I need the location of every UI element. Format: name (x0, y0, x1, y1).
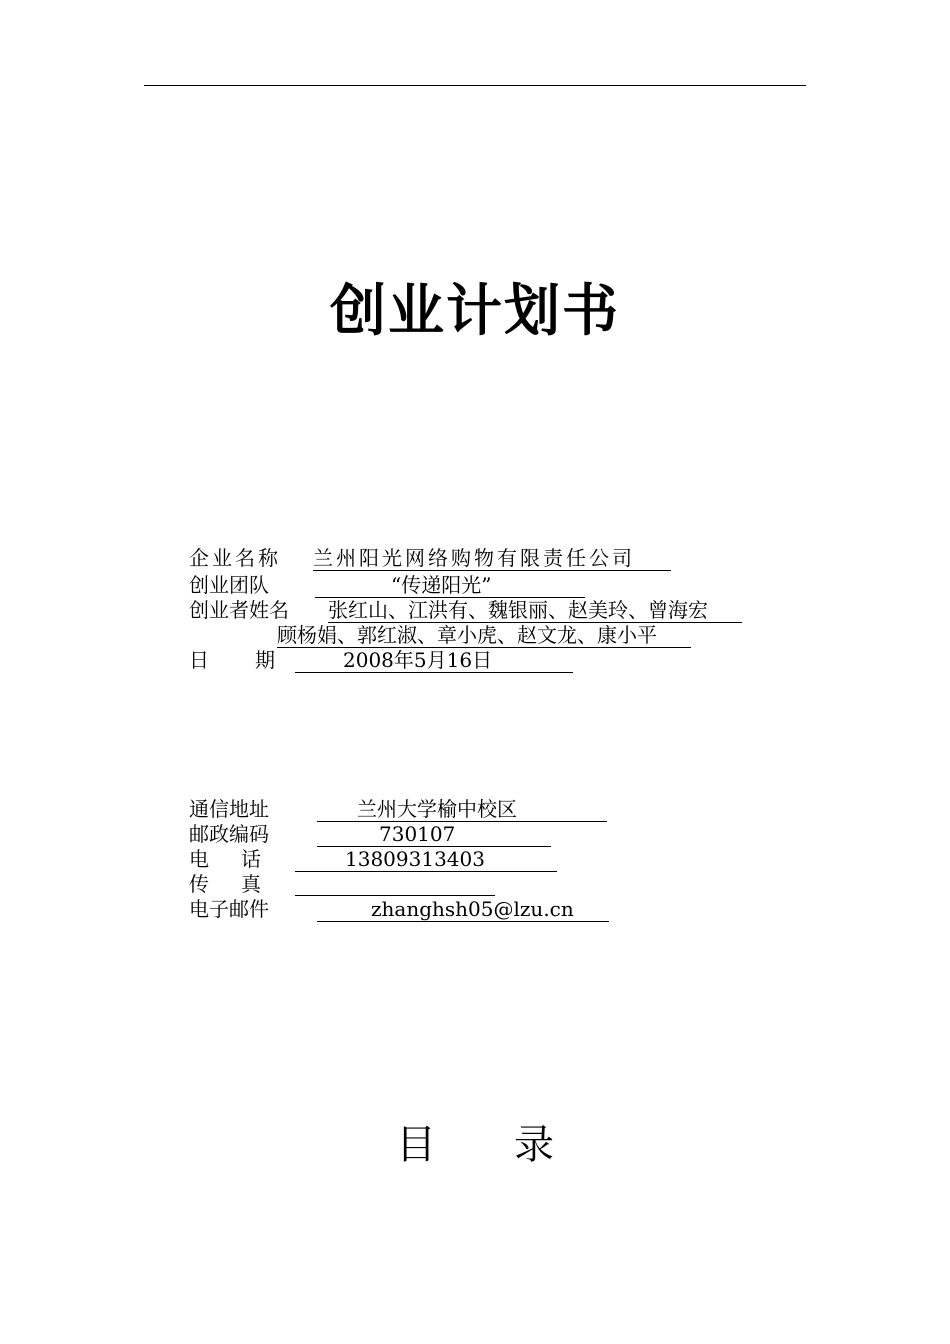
founders-line2: 顾杨娟、郭红淑、章小虎、赵文龙、康小平 (277, 623, 691, 648)
team-label: 创业团队 (189, 573, 269, 597)
founders-line1: 张红山、江洪有、魏银丽、赵美玲、曾海宏 (328, 598, 742, 623)
phone-value: 13809313403 (295, 847, 557, 872)
fax-value (295, 872, 495, 896)
date-label: 日 期 (189, 648, 277, 672)
header-rule (144, 85, 806, 86)
phone-label: 电 话 (189, 847, 267, 871)
toc-char-2: 录 (514, 1122, 554, 1168)
date-value: 2008年5月16日 (295, 648, 573, 673)
address-label: 通信地址 (189, 797, 269, 821)
date-row (189, 648, 749, 673)
postcode-row (189, 822, 749, 847)
toc-heading (0, 1118, 950, 1172)
company-label: 企业名称 (189, 546, 281, 570)
team-value: “传递阳光” (315, 573, 585, 598)
founders-row (189, 598, 749, 623)
fax-label: 传 真 (189, 872, 267, 896)
email-value: zhanghsh05@lzu.cn (317, 897, 609, 922)
toc-char-1: 目 (396, 1122, 436, 1168)
phone-row (189, 847, 749, 872)
email-row (189, 897, 749, 922)
document-title: 创业计划书 (330, 278, 620, 344)
fax-row (189, 872, 749, 897)
address-value: 兰州大学榆中校区 (317, 797, 607, 822)
company-value: 兰州阳光网络购物有限责任公司 (313, 546, 671, 571)
founders-label: 创业者姓名 (189, 598, 289, 622)
email-label: 电子邮件 (189, 897, 269, 921)
postcode-value: 730107 (317, 822, 551, 847)
founders-row-2 (189, 623, 749, 648)
company-row (189, 546, 749, 571)
team-row (189, 573, 749, 598)
postcode-label: 邮政编码 (189, 822, 269, 846)
address-row (189, 797, 749, 822)
